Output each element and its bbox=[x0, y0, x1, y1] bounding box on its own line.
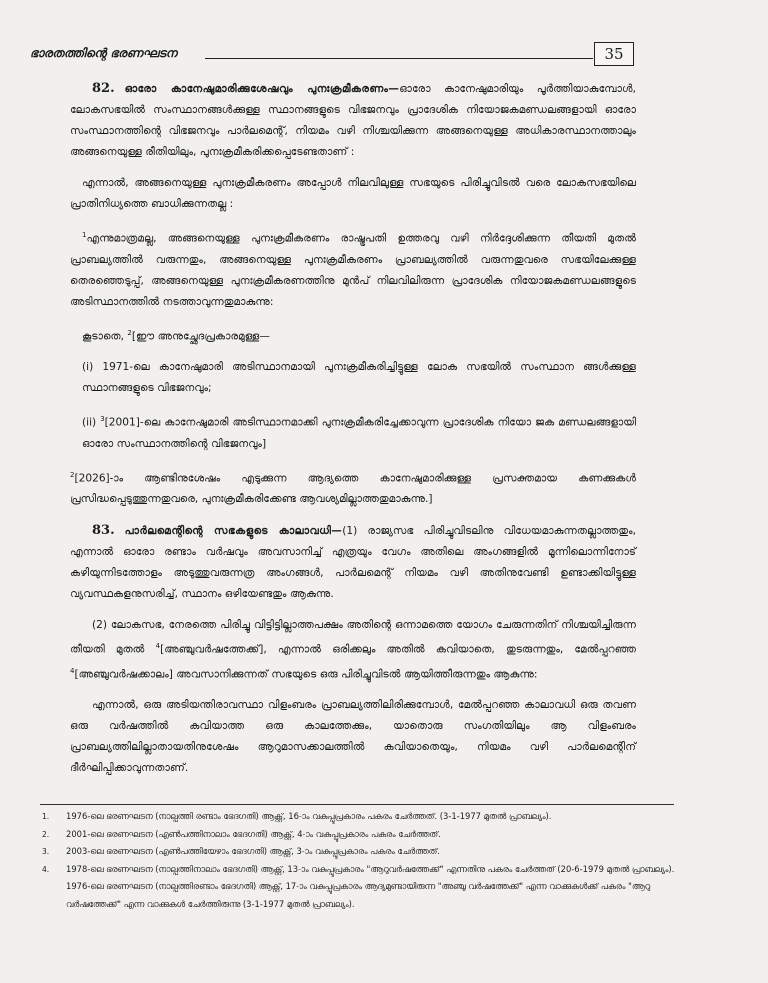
article-number: 82. bbox=[92, 81, 115, 96]
footnote-marker: 1 bbox=[82, 231, 87, 239]
clause-text: ലോകസഭ, നേരത്തെ പിരിച്ചു വിട്ടിട്ടില്ലാത്തപക്ഷം അതിന്റെ ഒന്നാമത്തെ യോഗം ചേരുന്നതിന് നിശ്ചയിച്ചിരുന്ന തീയതി മുതൽ bbox=[70, 619, 636, 656]
footnote-rule bbox=[40, 804, 674, 805]
clause-ii bbox=[70, 409, 636, 455]
footnote-number: 1. bbox=[42, 812, 50, 821]
page-number: 35 bbox=[594, 42, 634, 66]
clause-label: (1) bbox=[342, 525, 358, 538]
footnote-text: 2001-ലെ ഭരണഘടന (എൺപത്തിനാലാം ഭേദഗതി) ആക്റ്റ്, 4-ാം വകുപ്പുപ്രകാരം പകരം ചേർത്തത്. bbox=[66, 828, 441, 839]
proviso-text: [ഈ അനുച്ഛേദപ്രകാരമുള്ള— bbox=[131, 330, 270, 343]
footnote-number: 2. bbox=[42, 829, 50, 839]
closing-text: [2026]-ാം ആണ്ടിനുശേഷം എടുക്കുന്ന ആദ്യത്തെ കാനേഷുമാരിക്കുള്ള പ്രസക്തമായ കണക്കുകൾ പ്രസിദ്ധപ്പെടുത്തുന്നതുവരെ, പുനഃക്രമീകരിക്കേണ്ട ആവശ്യമില്ലാത്തതുമാകുന്നു.] bbox=[70, 472, 636, 506]
footnote-text: 2003-ലെ ഭരണഘടന (എൺപത്തിയേഴാം ഭേദഗതി) ആക്റ്റ്, 3-ാം വകുപ്പുപ്രകാരം പകരം ചേർത്തത്. bbox=[66, 846, 440, 856]
proviso-text: എന്നുമാത്രമല്ല, അങ്ങനെയുള്ള പുനഃക്രമീകരണം രാഷ്ട്രപതി ഉത്തരവു വഴി നിർദ്ദേശിക്കുന്ന തീയതി മുതൽ പ്രാബല്യത്തിൽ വരുന്നതും, അങ്ങനെയുള്ള പുനഃക്രമീകരണം പ്രാബല്യത്തിൽ വരുന്നതുവരെ സഭയിലേക്കുള്ള തെരഞ്ഞെടുപ്പ്, അങ്ങനെയുള്ള പുനഃക്രമീകരണത്തിനു മുൻപ് നിലവിലിരുന്ന പ്രാദേശിക നിയോജകമണ്ഡലങ്ങളുടെ അടിസ്ഥാനത്തിൽ നടത്താവുന്നതുമാകുന്നു: bbox=[70, 232, 636, 308]
footnote-marker: 2 bbox=[127, 328, 132, 337]
header-rule bbox=[205, 58, 593, 59]
article-83-clause-2 bbox=[70, 615, 636, 685]
article-text: ഓരോ കാനേഷുമാരിയും പൂർത്തിയാകുമ്പോൾ, ലോകസഭയിൽ സംസ്ഥാനങ്ങൾക്കുള്ള സ്ഥാനങ്ങളുടെ വിഭജനവും പ്രാദേശിക നിയോജകമണ്ഡലങ്ങളായി ഓരോ സംസ്ഥാനത്തിന്റെ വിഭജനവും പാർലമെന്റ്, നിയമം വഴി നിശ്ചയിക്കുന്ന അങ്ങനെയുള്ള അധികാരസ്ഥാനത്താലും അങ്ങനെയുള്ള രീതിയിലും, പുനഃക്രമീകരിക്കപ്പെടേണ്ടതാണ് : bbox=[70, 83, 636, 158]
proviso-lead: കൂടാതെ, bbox=[82, 330, 125, 343]
footnote-number: 3. bbox=[42, 847, 50, 856]
footnote-marker: 2 bbox=[70, 470, 75, 479]
footnote-marker: 4 bbox=[155, 642, 161, 651]
clause-text: [അഞ്ചുവർഷക്കാലം] അവസാനിക്കുന്നത് സഭയുടെ ഒരു പിരിച്ചുവിടൽ ആയിത്തീരുന്നതും ആകുന്നു: bbox=[74, 668, 538, 681]
proviso-paragraph bbox=[70, 323, 636, 348]
clause-label: (ii) bbox=[82, 416, 97, 429]
footnote-marker: 3 bbox=[100, 415, 105, 424]
clause-text: രാജ്യസഭ പിരിച്ചുവിടലിനു വിധേയമാകുന്നതല്ലാത്തതും, എന്നാൽ ഓരോ രണ്ടാം വർഷവും അവസാനിച്ച് എത്രയും വേഗം അതിലെ അംഗങ്ങളിൽ മൂന്നിലൊന്നിനോട് കഴിയുന്നിടത്തോളം അടുത്തുവരുന്നത്ര അംഗങ്ങൾ, പാർലമെന്റ് നിയമം വഴി അതിനുവേണ്ടി ഉണ്ടാക്കിയിട്ടുള്ള വ്യവസ്ഥകളനുസരിച്ച്, സ്ഥാനം ഒഴിയേണ്ടതും ആകുന്നു. bbox=[70, 525, 636, 601]
footnote-item bbox=[40, 826, 680, 844]
footnote-item bbox=[40, 843, 680, 861]
footnote-marker: 4 bbox=[70, 666, 75, 675]
clause-text: [2001]-ലെ കാനേഷുമാരി അടിസ്ഥാനമാക്കി പുനഃക്രമീകരിച്ചേക്കാവുന്ന പ്രാദേശിക നിയോ ജക മണ്ഡലങ്ങളായി ഓരോ സംസ്ഥാനത്തിന്റെ വിഭജനവും] bbox=[82, 416, 636, 450]
footnote-item bbox=[40, 861, 680, 914]
footnote-number: 4. bbox=[42, 864, 50, 874]
article-heading: ഓരോ കാനേഷുമാരിക്കുശേഷവും പുനഃക്രമീകരണം— bbox=[124, 83, 400, 95]
article-heading: പാർലമെന്റിന്റെ സഭകളുടെ കാലാവധി— bbox=[124, 525, 343, 538]
footnote-item bbox=[40, 808, 680, 826]
body-text bbox=[70, 78, 636, 789]
article-82 bbox=[70, 78, 636, 163]
proviso-paragraph bbox=[70, 225, 636, 313]
clause-text: [അഞ്ചുവർഷത്തേക്ക്], എന്നാൽ ഒരിക്കലും അതിൽ കവിയാതെ, തുടരുന്നതും, മേൽപ്പറഞ്ഞ bbox=[160, 643, 636, 656]
article-83 bbox=[70, 520, 636, 605]
clause-label: (2) bbox=[92, 619, 108, 632]
article-number: 83. bbox=[92, 523, 115, 539]
footnote-text: 1976-ലെ ഭരണഘടന (നാല്പത്തി രണ്ടാം ഭേദഗതി) ആക്റ്റ്, 16-ാം വകുപ്പുപ്രകാരം പകരം ചേർത്തത്. (3-1-1977 മുതൽ പ്രാബല്യം). bbox=[66, 811, 552, 821]
footnotes bbox=[40, 808, 680, 913]
running-header-title: ഭാരതത്തിന്റെ ഭരണഘടന bbox=[30, 46, 177, 60]
proviso-paragraph: എന്നാൽ, ഒരു അടിയന്തിരാവസ്ഥാ വിളംബരം പ്രാബല്യത്തിലിരിക്കുമ്പോൾ, മേൽപ്പറഞ്ഞ കാലാവധി ഒരു തവണ ഒരു വർഷത്തിൽ കവിയാത്ത ഒരു കാലത്തേക്കും, യാതൊരു സംഗതിയിലും ആ വിളംബരം പ്രാബല്യത്തിലില്ലാതായതിനുശേഷം ആറുമാസക്കാലത്തിൽ കവിയാതെയും, നിയമം വഴി പാർലമെന്റിന് ദീർഘിപ്പിക്കാവുന്നതാണ്. bbox=[70, 699, 636, 775]
closing-paragraph bbox=[70, 465, 636, 511]
proviso-paragraph: എന്നാൽ, അങ്ങനെയുള്ള പുനഃക്രമീകരണം അപ്പോൾ നിലവിലുള്ള സഭയുടെ പിരിച്ചുവിടൽ വരെ ലോകസഭയിലെ പ്രാതിനിധ്യത്തെ ബാധിക്കുന്നതല്ല : bbox=[70, 177, 636, 210]
footnote-text: 1978-ലെ ഭരണഘടന (നാല്പത്തിനാലാം ഭേദഗതി) ആക്റ്റ്, 13-ാം വകുപ്പുപ്രകാരം "ആറുവർഷത്തേക്ക്" എന്നതിനു പകരം ചേർത്തത് (20-6-1979 മുതൽ പ്രാബല്യം). 1976-ലെ ഭരണഘടന (നാല്പത്തിരണ്ടാം ഭേദഗതി) ആക്റ്റ്, 17-ാം വകുപ്പുപ്രകാരം ആദ്യമുണ്ടായിരുന്ന "അഞ്ചു വർഷത്തേക്ക്" എന്ന വാക്കുകൾക്ക് പകരം "ആറു വർഷത്തേക്ക്" എന്ന വാക്കുകൾ ചേർത്തിരുന്നു (3-1-1977 മുതൽ പ്രാബല്യം). bbox=[66, 863, 675, 909]
clause-i: (i) 1971-ലെ കാനേഷുമാരി അടിസ്ഥാനമായി പുനഃക്രമീകരിച്ചിട്ടുള്ള ലോക സഭയിൽ സംസ്ഥാന ങ്ങൾക്കുള്ള സ്ഥാനങ്ങളുടെ വിഭജനവും; bbox=[82, 361, 636, 395]
